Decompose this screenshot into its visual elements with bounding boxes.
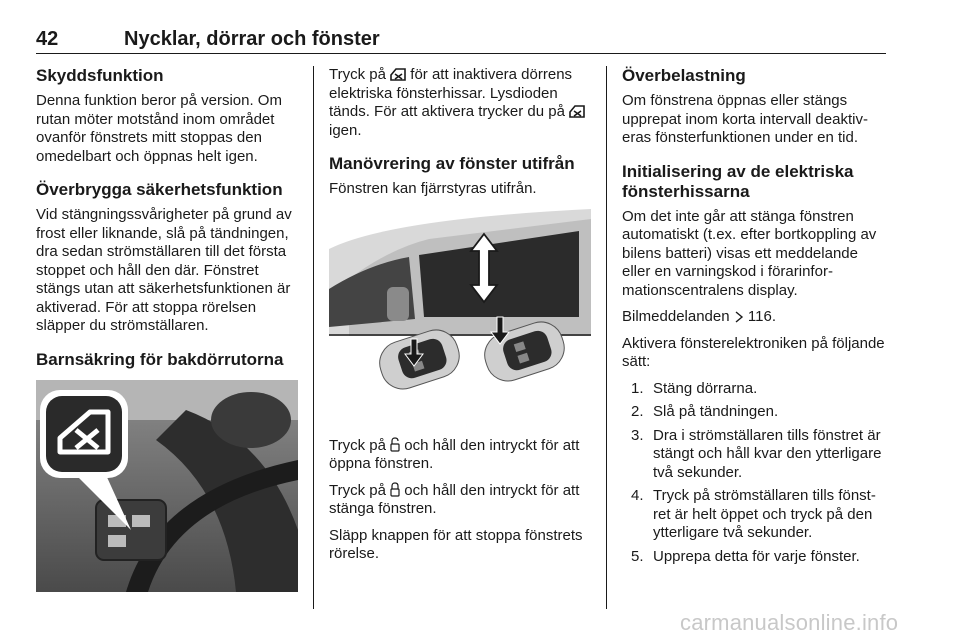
column-2 <box>329 66 593 572</box>
text-overbrygga: Vid stängningssvårigheter på grund av frost eller liknande, slå på tändningen, dra sedan strömställaren till det första stoppet och håll den där. Fönstret stängs utan att säkerhetsfunktionen är aktiverad. För att stoppa rörelsen släpper du strömställaren. <box>36 206 292 334</box>
list-item: 4. Tryck på strömställaren tills fönstret är helt öppet och tryck på den ytterligare två sekunder. <box>631 487 876 541</box>
page-header <box>36 28 884 52</box>
text-open-windows: Tryck på och håll den intryckt för att öppna fönstren. <box>329 436 580 472</box>
column-3 <box>622 66 888 571</box>
list-item: 2. Slå på tändningen. <box>631 403 779 420</box>
child-lock-window-icon <box>390 67 406 81</box>
heading-barnsakring: Barnsäkring för bakdörrutorna <box>36 349 284 369</box>
text-skyddsfunktion: Denna funktion beror på version. Om rutan möter motstånd inom området ovanför fönstrets mitt stoppas den omedelbart och öppnas helt igen. <box>36 92 282 165</box>
text-initialisering: Om det inte går att stänga fönstren automatiskt (t.ex. efter bortkoppling av bilens batteri) visas ett meddelande eller en varningskod i förarinformationscentralens display. <box>622 207 877 299</box>
text-bilmeddelanden: Bilmeddelanden 116. <box>622 308 777 325</box>
text-release-button: Släpp knappen för att stoppa fönstrets rörelse. <box>329 526 583 562</box>
chapter-title: Nycklar, dörrar och fönster <box>124 28 380 50</box>
header-rule <box>36 53 886 54</box>
text-fjarrstyrning: Fönstren kan fjärrstyras utifrån. <box>329 180 537 197</box>
text-aktivera: Aktivera fönsterelektroniken på följande sätt: <box>622 334 885 370</box>
lock-key-icon <box>390 482 400 497</box>
list-item: 5. Upprepa detta för varje fönster. <box>631 547 860 565</box>
column-divider-2 <box>606 66 607 609</box>
page-number: 42 <box>36 28 59 50</box>
heading-skyddsfunktion: Skyddsfunktion <box>36 66 164 85</box>
text-close-windows: Tryck på och håll den intryckt för att stänga fönstren. <box>329 481 580 517</box>
remote-window-figure <box>329 209 591 431</box>
heading-initialisering: Initialisering av de elektriska fönsterhissarna <box>622 161 854 201</box>
text-barnsakring: Tryck på för att inaktivera dörrens elektriska fönsterhissar. Lysdioden tänds. För att aktivera trycker du på igen. <box>329 66 593 140</box>
activation-steps <box>622 380 888 567</box>
child-lock-window-icon <box>569 104 585 118</box>
column-divider-1 <box>313 66 314 609</box>
heading-manovrering: Manövrering av fönster utifrån <box>329 154 575 173</box>
child-lock-figure <box>36 380 298 592</box>
column-1 <box>36 66 298 592</box>
list-item: 1. Stäng dörrarna. <box>631 379 758 397</box>
page-reference-icon <box>734 311 744 323</box>
heading-overbrygga: Överbrygga säkerhetsfunktion <box>36 180 283 199</box>
list-item: 3. Dra i strömställaren tills fönstret är stängt och håll kvar den ytterligare två sekunder. <box>631 426 882 481</box>
watermark: carmanualsonline.info <box>680 610 899 635</box>
heading-overbelastning: Överbelastning <box>622 66 746 85</box>
text-overbelastning: Om fönstrena öppnas eller stängs upprepat inom korta intervall deaktiveras fönsterfunktionen under en tid. <box>622 92 868 146</box>
unlock-key-icon <box>390 437 400 452</box>
